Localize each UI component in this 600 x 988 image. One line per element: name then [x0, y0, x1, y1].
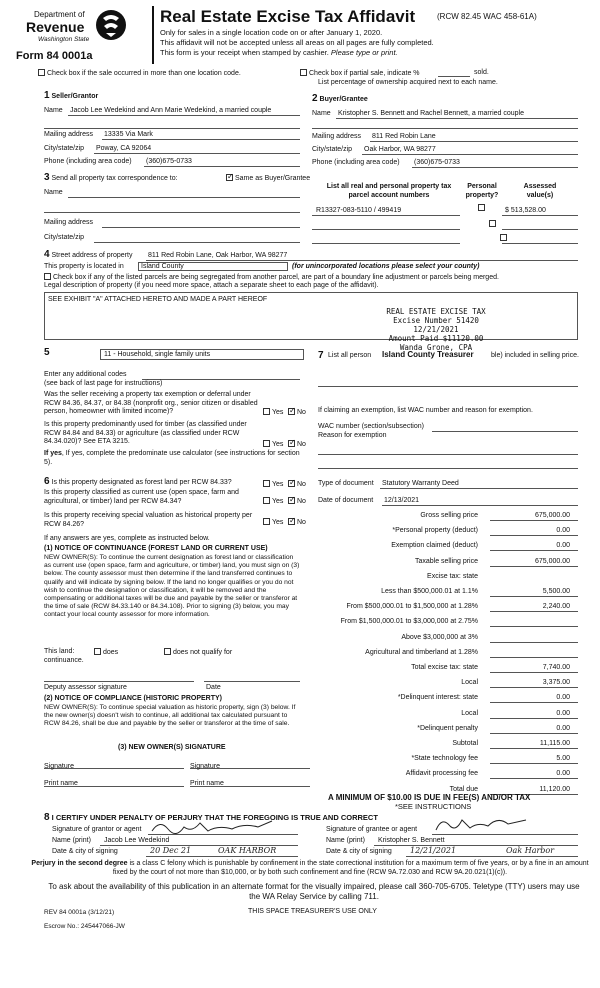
ownership-note: List percentage of ownership acquired next to each name.: [318, 79, 498, 86]
treasurer-use-only: THIS SPACE TREASURER'S USE ONLY: [248, 908, 377, 915]
timber-question: Is this property predominantly used for timber (as classified under RCW 84.84 and 84.33) or agriculture (as classified under RCW 84.34.020)? See ETA 3215.: [44, 421, 247, 445]
rcw-reference: (RCW 82.45 WAC 458-61A): [437, 12, 537, 21]
unincorporated-note: (for unincorporated locations please select your county): [292, 263, 480, 270]
tax-row-label: Less than $500,000.01 at 1.1%: [381, 588, 478, 595]
tax-row-label: Excise tax: state: [427, 573, 478, 580]
stamp-line-3: 12/21/2021: [413, 325, 459, 334]
personal-property-check-1[interactable]: [478, 204, 485, 211]
stamp-line-1: REAL ESTATE EXCISE TAX: [386, 307, 486, 316]
timber-yes[interactable]: Yes: [263, 440, 283, 448]
seller-heading: 1 Seller/Grantor: [44, 90, 99, 101]
tax-row-value[interactable]: 11,120.00: [539, 786, 570, 793]
deputy-assessor-signature-label: Deputy assessor signature: [44, 684, 127, 691]
stamp-line-2: Excise Number 51420: [393, 316, 479, 325]
tax-row-label: *Personal property (deduct): [392, 527, 478, 534]
seller-phone-value[interactable]: (360)675-0733: [146, 158, 192, 165]
seller-phone-label: Phone (including area code): [44, 158, 132, 165]
does-not-qualify-check[interactable]: does not qualify for: [164, 648, 232, 656]
new-owner-signature-2-label: Signature: [190, 763, 220, 770]
dept-line3: Washington State: [38, 36, 90, 43]
new-owner-signature-title: (3) NEW OWNER(S) SIGNATURE: [118, 744, 226, 751]
tax-row-value[interactable]: 11,115.00: [539, 740, 570, 747]
certify-statement: 8 I CERTIFY UNDER PENALTY OF PERJURY THAT THE FOREGOING IS TRUE AND CORRECT: [44, 812, 378, 823]
exemption-reason-label: Reason for exemption: [318, 432, 387, 439]
tax-row-value[interactable]: 0.00: [556, 725, 570, 732]
forest-question: 6 Is this property designated as forest land per RCW 84.33?: [44, 476, 232, 487]
seller-name-label: Name: [44, 107, 63, 114]
grantee-name-value[interactable]: Kristopher S. Bennett: [378, 837, 445, 844]
tax-row-value[interactable]: 5,500.00: [542, 588, 570, 595]
tax-row-label: *Delinquent interest: state: [397, 694, 478, 701]
grantor-name-value[interactable]: Jacob Lee Wedekind: [104, 837, 170, 844]
tax-row-label: From $1,500,000.01 to $3,000,000 at 2.75%: [340, 618, 478, 625]
header-note-1: Only for sales in a single location code on or after January 1, 2020.: [160, 28, 383, 37]
grantee-date-value[interactable]: 12/21/2021: [410, 846, 457, 855]
same-as-buyer-check[interactable]: ✓ Same as Buyer/Grantee: [226, 174, 310, 182]
tax-row-value[interactable]: 5.00: [556, 755, 570, 762]
tax-row-label: Local: [461, 679, 478, 686]
continuance-label: continuance.: [44, 657, 84, 664]
predominate-use-note: If yes, If yes, complete the predominate use calculator (see instructions for section 5).: [44, 450, 300, 466]
notice-compliance-title: (2) NOTICE OF COMPLIANCE (HISTORIC PROPERTY): [44, 695, 222, 702]
tax-row-label: Total excise tax: state: [411, 664, 478, 671]
grantee-name-label: Name (print): [326, 837, 365, 844]
tax-row-label: Subtotal: [452, 740, 478, 747]
current-use-question: Is this property classified as current use (open space, farm and agricultural, or timber) land per RCW 84.34?: [44, 489, 239, 505]
if-any-yes-note: If any answers are yes, complete as instructed below.: [44, 535, 210, 542]
forest-no[interactable]: ✓ No: [288, 480, 306, 488]
document-type-label: Type of document: [318, 480, 374, 487]
tax-row-value[interactable]: 0.00: [556, 527, 570, 534]
tax-row-value[interactable]: 0.00: [556, 710, 570, 717]
exemption-question: Was the seller receiving a property tax exemption or deferral under RCW 84.36, 84.37, or 84.38 (nonprofit org., senior citizen or disabled person, homeowner with limited income)?: [44, 391, 258, 415]
historical-yes[interactable]: Yes: [263, 518, 283, 526]
new-owner-signature-1-label: Signature: [44, 763, 74, 770]
grantor-city-value[interactable]: OAK HARBOR: [218, 846, 277, 855]
tax-row-value[interactable]: 2,240.00: [542, 603, 570, 610]
timber-no[interactable]: ✓ No: [288, 440, 306, 448]
buyer-mailing-label: Mailing address: [312, 133, 362, 140]
current-use-no[interactable]: ✓ No: [288, 497, 306, 505]
list-all-persons-tail: ble) included in selling price.: [491, 352, 579, 359]
buyer-phone-value[interactable]: (360)675-0733: [414, 159, 460, 166]
assessed-value-header: Assessed value(s): [523, 183, 557, 199]
seller-name-value[interactable]: Jacob Lee Wedekind and Ann Marie Wedekind, a married couple: [70, 107, 272, 114]
this-land-label: This land:: [44, 648, 75, 655]
buyer-city-label: City/state/zip: [312, 146, 353, 153]
assessed-value-1[interactable]: $ 513,528.00: [505, 207, 546, 214]
partial-sale-check[interactable]: Check box if partial sale, indicate %: [300, 69, 420, 77]
grantor-date-value[interactable]: 20 Dec 21: [150, 846, 192, 855]
seller-mailing-value[interactable]: 13335 Via Mark: [104, 131, 153, 138]
wac-number-label: WAC number (section/subsection): [318, 423, 424, 430]
tax-row-value[interactable]: 675,000.00: [534, 512, 570, 519]
document-date-value[interactable]: 12/13/2021: [384, 497, 420, 504]
dor-logo: [16, 8, 136, 48]
correspondence-city-label: City/state/zip: [44, 234, 85, 241]
legal-description-text: SEE EXHIBIT "A" ATTACHED HERETO AND MADE A PART HEREOF: [48, 296, 268, 303]
tax-row-label: From $500,000.01 to $1,500,000 at 1.28%: [346, 603, 478, 610]
new-owner-print-2-label: Print name: [190, 780, 224, 787]
section-5-number: 5: [44, 347, 50, 358]
exemption-no[interactable]: ✓ No: [288, 408, 306, 416]
grantor-signature-icon: [148, 817, 278, 837]
segregated-check[interactable]: Check box if any of the listed parcels are being segregated from another parcel, are part of a boundary line adjustment or parcels being merged.: [44, 273, 499, 281]
dept-line1: Department of: [34, 10, 85, 19]
located-in-label: This property is located in: [44, 263, 124, 270]
stamp-line-4: Amount Paid $11120.00: [388, 334, 484, 343]
exemption-yes[interactable]: Yes: [263, 408, 283, 416]
tax-row-label: Total due: [449, 786, 478, 793]
document-date-label: Date of document: [318, 497, 374, 504]
dept-line2: Revenue: [26, 19, 85, 35]
seller-city-value[interactable]: Poway, CA 92064: [96, 145, 152, 152]
notice-continuance-body: NEW OWNER(S): To continue the current designation as forest land or classification as current use (open space, farm and agriculture, or timber) land, you must sign on (3) below. The county assessor must then determine if the land transferred continues to qualify and will indicate by signing below. If the land no longer qualifies or you do not wish to continue the designation or classification, it will be removed and the compensating or additional taxes will be due and payable by the seller or transferor at the time of sale (RCW 84.33.140 or 84.34.108). Prior to signing (3) below, you may contact your local county assessor for more information.: [44, 554, 300, 619]
stamp-line-5: Wanda Grone, CPA: [399, 343, 473, 352]
grantee-city-value[interactable]: Oak Harbor: [506, 846, 555, 855]
tax-row-value[interactable]: 7,740.00: [542, 664, 570, 671]
correspondence-name-label: Name: [44, 189, 63, 196]
grantor-name-label: Name (print): [52, 837, 91, 844]
seller-city-label: City/state/zip: [44, 145, 85, 152]
buyer-name-value[interactable]: Kristopher S. Bennett and Rachel Bennett, a married couple: [338, 110, 524, 117]
parcel-account-header: List all real and personal property tax parcel account numbers: [326, 183, 452, 199]
tax-row-label: Agricultural and timberland at 1.28%: [365, 649, 478, 656]
current-use-yes[interactable]: Yes: [263, 497, 283, 505]
deputy-date-label: Date: [206, 684, 221, 691]
tax-row-value[interactable]: 3,375.00: [542, 679, 570, 686]
historical-question: Is this property receiving special valuation as historical property per RCW 84.26?: [44, 512, 253, 528]
grantor-signature-label: Signature of grantor or agent: [52, 826, 142, 833]
new-owner-print-1-label: Print name: [44, 780, 78, 787]
correspondence-mailing-label: Mailing address: [44, 219, 94, 226]
grantee-date-label: Date & city of signing: [326, 848, 392, 855]
land-use-code-select[interactable]: 11 - Household, single family units: [100, 349, 304, 360]
stamp-line-6: Island County Treasurer: [382, 350, 474, 359]
buyer-mailing-value[interactable]: 811 Red Robin Lane: [372, 133, 436, 140]
form-number: Form 84 0001a: [16, 50, 93, 62]
forest-yes[interactable]: Yes: [263, 480, 283, 488]
notice-continuance-title: (1) NOTICE OF CONTINUANCE (FOREST LAND OR CURRENT USE): [44, 545, 268, 552]
personal-property-check-3[interactable]: [500, 234, 507, 241]
revision-label: REV 84 0001a (3/12/21): [44, 909, 115, 916]
notice-compliance-body: NEW OWNER(S): To continue special valuation as historic property, sign (3) below. If the new owner(s) doesn't wish to continue, all additional tax calculated pursuant to RCW 84.26, shall be due and payable by the seller or transferor at the time of sale.: [44, 704, 296, 728]
availability-notice: To ask about the availability of this publication in an alternate format for the visually impaired, please call 360-705-6705. Teletype (TTY) users may use the WA Relay Service by calling 711.: [48, 882, 580, 901]
tax-correspondence-label: 3 Send all property tax correspondence to:: [44, 172, 178, 183]
escrow-number: Escrow No.: 245447066-JW: [44, 923, 125, 930]
perjury-notice: Perjury in the second degree is a class C felony which is punishable by confinement in the state correctional institution for a maximum term of five years, or by a fine in an amount fixed by the court of not more than $10,000, or by both such confinement and fine (RCW 9A.72.030 and RCW 9A.20.021(1)(c)).: [31, 860, 589, 876]
wac-claim-label: If claiming an exemption, list WAC number and reason for exemption.: [318, 407, 533, 414]
seller-mailing-label: Mailing address: [44, 131, 94, 138]
header-note-3: This form is your receipt when stamped by cashier. Please type or print.: [160, 48, 398, 57]
tax-row-label: Exemption claimed (deduct): [391, 542, 478, 549]
buyer-heading: 2 Buyer/Grantee: [312, 93, 368, 104]
tax-row-label: Taxable selling price: [414, 558, 478, 565]
document-type-value[interactable]: Statutory Warranty Deed: [382, 480, 459, 487]
street-address-label: 4 Street address of property: [44, 249, 133, 260]
county-select[interactable]: Island County: [138, 262, 288, 271]
treasurer-stamp: [356, 307, 516, 352]
list-all-persons-label: List all person: [328, 352, 372, 359]
tax-row-label: *Delinquent penalty: [417, 725, 478, 732]
historical-no[interactable]: ✓ No: [288, 518, 306, 526]
multi-location-check[interactable]: Check box if the sale occurred in more than one location code.: [38, 69, 241, 77]
dor-emblem-icon: [94, 8, 130, 42]
tax-row-label: Affidavit processing fee: [405, 770, 478, 777]
personal-property-check-2[interactable]: [489, 220, 496, 227]
tax-row-label: *State technology fee: [411, 755, 478, 762]
see-instructions-note: *SEE INSTRUCTIONS: [395, 802, 472, 811]
tax-row-value[interactable]: 675,000.00: [534, 558, 570, 565]
see-back-note: (see back of last page for instructions): [44, 380, 163, 387]
tax-row-value[interactable]: 0.00: [556, 694, 570, 701]
header-note-2: This affidavit will not be accepted unless all areas on all pages are fully completed.: [160, 38, 434, 47]
parcel-account-1[interactable]: R13327-083-5110 / 499419: [316, 207, 402, 214]
tax-row-value[interactable]: 0.00: [556, 542, 570, 549]
grantor-date-label: Date & city of signing: [52, 848, 118, 855]
tax-row-label: Local: [461, 710, 478, 717]
minimum-fee-note: A MINIMUM OF $10.00 IS DUE IN FEE(S) AND/OR TAX: [328, 793, 531, 802]
buyer-name-label: Name: [312, 110, 331, 117]
form-title: Real Estate Excise Tax Affidavit: [160, 7, 416, 26]
tax-row-label: Above $3,000,000 at 3%: [401, 634, 478, 641]
sold-label: sold.: [474, 69, 489, 76]
legal-description-label: Legal description of property (if you need more space, attach a separate sheet to each page of the affidavit).: [44, 282, 379, 289]
tax-row-label: Gross selling price: [420, 512, 478, 519]
grantee-signature-label: Signature of grantee or agent: [326, 826, 418, 833]
tax-row-value[interactable]: 0.00: [556, 770, 570, 777]
section-7-number: 7: [318, 350, 324, 361]
buyer-city-value[interactable]: Oak Harbor, WA 98277: [364, 146, 436, 153]
grantee-signature-icon: [432, 812, 532, 836]
buyer-phone-label: Phone (including area code): [312, 159, 400, 166]
street-address-value[interactable]: 811 Red Robin Lane, Oak Harbor, WA 98277: [148, 252, 288, 259]
personal-property-header: Personal property?: [465, 183, 499, 199]
does-qualify-check[interactable]: does: [94, 648, 118, 656]
additional-codes-label: Enter any additional codes: [44, 371, 127, 378]
